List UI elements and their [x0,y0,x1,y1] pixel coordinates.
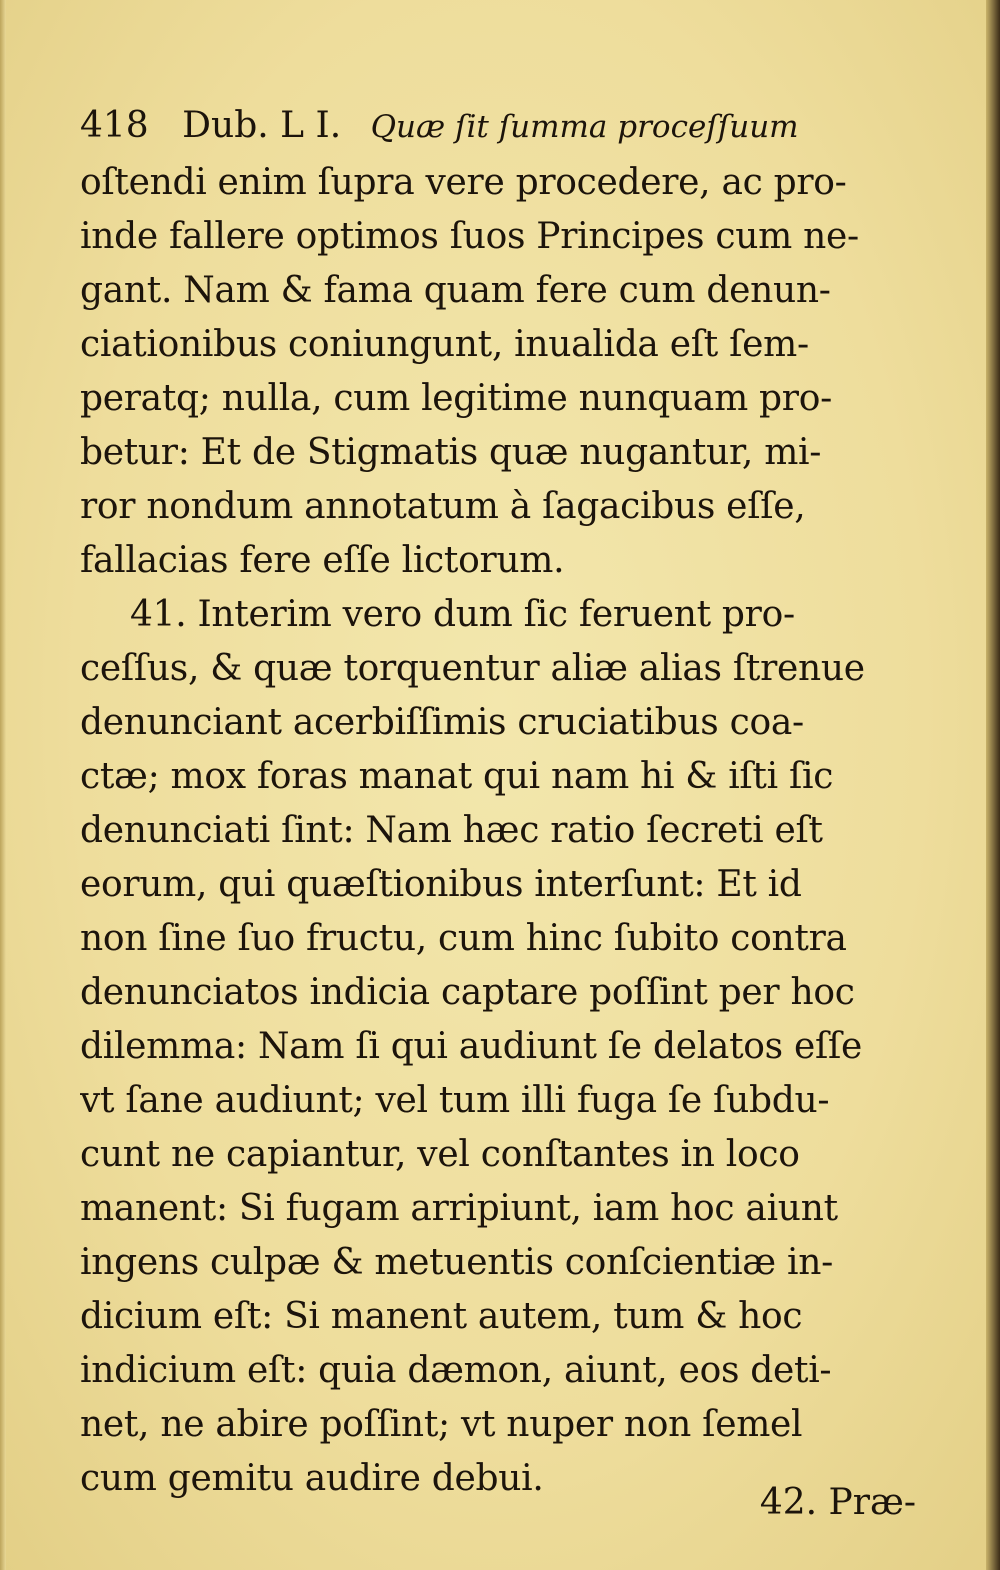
page-number: 418 [80,105,149,146]
text-line: betur: Et de Stigmatis quæ nugantur, mi- [80,432,822,473]
page-left-edge [0,0,6,1570]
text-line: cunt ne capiantur, vel conſtantes in loco [80,1134,800,1175]
text-line: denunciatos indicia captare poſſint per hoc [80,972,855,1013]
text-line: dilemma: Nam ſi qui audiunt ſe delatos eſſe [80,1026,863,1067]
text-line: inde fallere optimos ſuos Principes cum ne- [80,216,859,257]
running-title: Quæ ſit ſumma proceſſuum [370,109,799,145]
page-right-edge [986,0,1000,1570]
text-line: denunciati ſint: Nam hæc ratio ſecreti eſt [80,810,823,851]
text-line: indicium eſt: quia dæmon, aiunt, eos deti- [80,1350,832,1391]
text-line: ciationibus coniungunt, inualida eſt ſem- [80,324,809,365]
catchword: 42. Præ- [759,1482,916,1523]
text-line: ror nondum annotatum à ſagacibus eſſe, [80,486,806,527]
text-line: ingens culpæ & metuentis conſcientiæ in- [80,1242,833,1283]
text-line: oſtendi enim ſupra vere procedere, ac pro- [80,162,847,203]
text-line: denunciant acerbiſſimis cruciatibus coa- [80,702,804,743]
text-line: manent: Si fugam arripiunt, iam hoc aiunt [80,1188,838,1229]
text-line: ceſſus, & quæ torquentur aliæ alias ſtrenue [80,648,865,689]
text-line: peratq; nulla, cum legitime nunquam pro- [80,378,832,419]
text-line: fallacias fere eſſe lictorum. [80,540,565,581]
chapter-label: Dub. L I. [182,105,342,146]
text-line: vt ſane audiunt; vel tum illi fuga ſe ſubdu- [80,1080,830,1121]
text-line: non ſine ſuo fructu, cum hinc ſubito contra [80,918,847,959]
text-line: gant. Nam & fama quam fere cum denun- [80,270,831,311]
page-header [80,98,940,154]
text-line: dicium eſt: Si manent autem, tum & hoc [80,1296,803,1337]
text-line: eorum, qui quæſtionibus interſunt: Et id [80,864,802,905]
text-line: cum gemitu audire debui. [80,1458,544,1499]
paragraph-start-line: 41. Interim vero dum ſic feruent pro- [130,594,795,635]
text-body [80,156,940,1506]
text-line: net, ne abire poſſint; vt nuper non ſemel [80,1404,803,1445]
text-line: ctæ; mox foras manat qui nam hi & iſti ſic [80,756,834,797]
